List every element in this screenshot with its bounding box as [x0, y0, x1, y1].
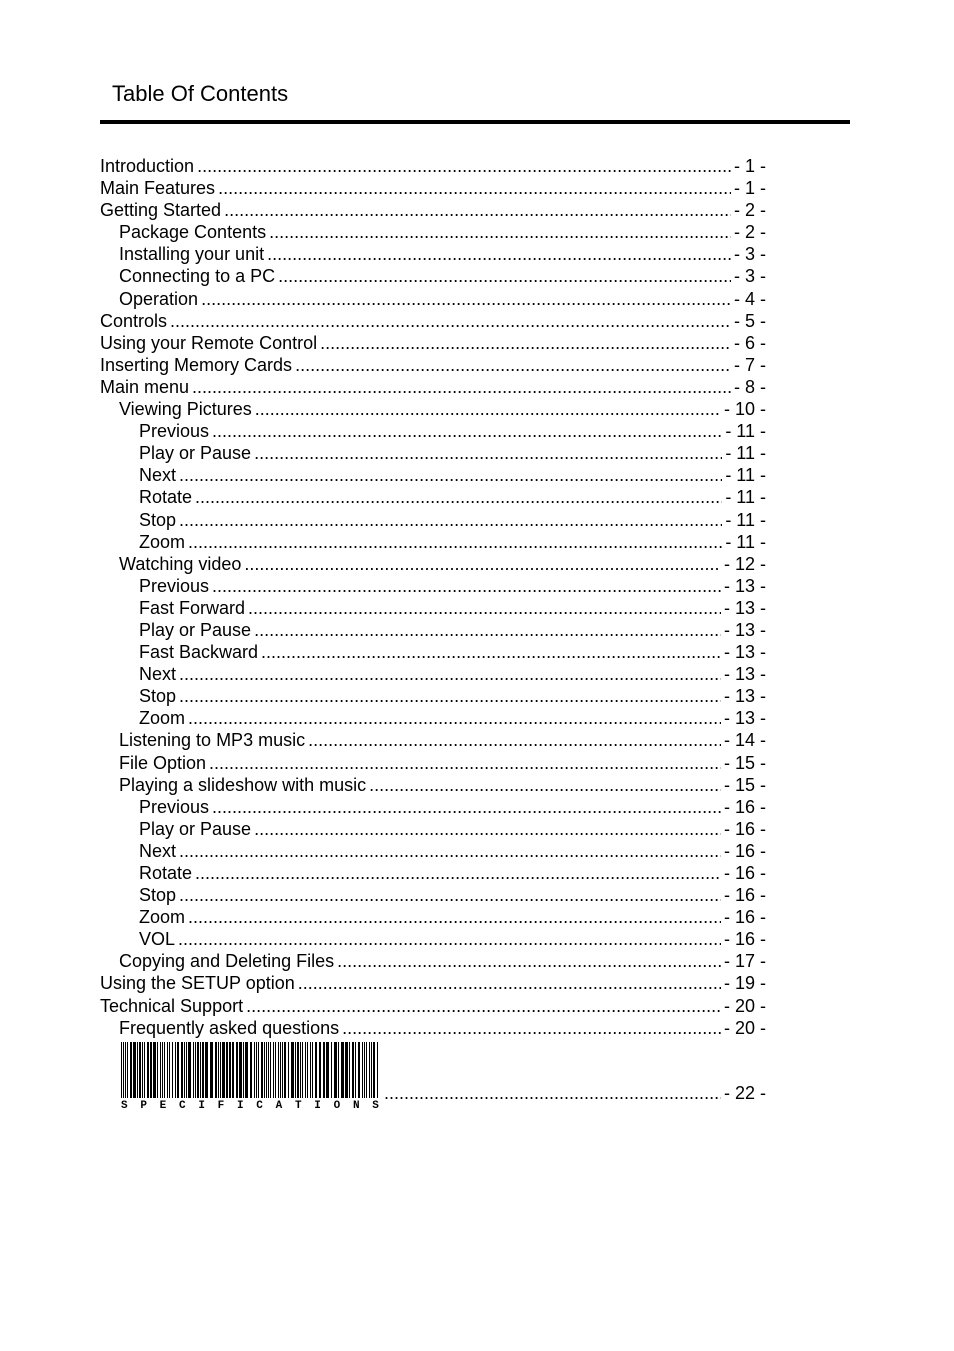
entry-title: VOL [139, 929, 176, 950]
barcode-bar [160, 1042, 161, 1098]
dot-leader [255, 398, 721, 420]
page-number: - 13 - [723, 686, 766, 707]
dot-leader [337, 950, 721, 972]
entry-title: Introduction [100, 156, 195, 176]
entry-title: Zoom [139, 907, 186, 928]
toc-entry[interactable] [100, 177, 766, 199]
toc-entry[interactable] [100, 752, 766, 774]
barcode-bar [369, 1042, 370, 1098]
page-number: - 16 - [723, 885, 766, 906]
barcode-bar [229, 1042, 231, 1098]
page-number: - 11 - [725, 443, 766, 464]
dot-leader [246, 995, 721, 1017]
page-number: - 16 - [723, 796, 766, 817]
barcode-bar [264, 1042, 265, 1098]
dot-leader [308, 729, 721, 751]
toc-entry[interactable] [100, 243, 766, 265]
page-number: - 1 - [733, 156, 766, 176]
barcode-bar [315, 1042, 317, 1098]
table-of-contents [100, 155, 766, 1039]
barcode-bar [153, 1042, 156, 1098]
entry-title: Fast Backward [139, 642, 259, 663]
dot-leader [369, 774, 721, 796]
dot-leader [254, 442, 722, 464]
barcode-bar [377, 1042, 378, 1098]
entry-title: Copying and Deleting Files [119, 951, 335, 972]
barcode-bar [222, 1042, 225, 1098]
dot-leader [179, 685, 721, 707]
barcode-letter: O [333, 1100, 341, 1112]
dot-leader [201, 288, 731, 310]
page-number: - 16 - [723, 907, 766, 928]
barcode-bar [125, 1042, 126, 1098]
barcode-bar [239, 1042, 242, 1098]
entry-title: Next [139, 664, 177, 685]
page-number: - 16 - [723, 863, 766, 883]
toc-entry[interactable] [100, 928, 766, 950]
page-number: - 17 - [723, 951, 766, 972]
dot-leader [278, 265, 731, 287]
barcode-bar [175, 1042, 176, 1098]
dot-leader [298, 972, 721, 994]
entry-title: Rotate [139, 863, 193, 883]
dot-leader [244, 553, 721, 575]
page-number: - 19 - [723, 973, 766, 994]
barcode-bar [373, 1042, 375, 1098]
toc-entry[interactable] [100, 199, 766, 221]
barcode-bar [236, 1042, 238, 1098]
dot-leader [179, 464, 722, 486]
entry-title: Zoom [139, 531, 186, 552]
entry-title: Main Features [100, 178, 216, 199]
page-number: - 3 - [733, 266, 766, 287]
barcode-bar [250, 1042, 252, 1098]
page-number: - 15 - [723, 752, 766, 773]
barcode-letter: E [159, 1100, 167, 1112]
barcode-bar [245, 1042, 248, 1098]
barcode-bar [319, 1042, 321, 1098]
dot-leader [178, 928, 721, 950]
toc-entry[interactable] [100, 685, 766, 707]
toc-entry-specifications[interactable] [119, 1042, 766, 1114]
page-number: - 11 - [725, 487, 766, 508]
entry-title: Zoom [139, 708, 186, 729]
barcode-bar [139, 1042, 141, 1098]
barcode-bar [312, 1042, 313, 1098]
barcode-bar [193, 1042, 194, 1098]
entry-title: Previous [139, 575, 210, 596]
barcode-bar [186, 1042, 187, 1098]
barcode-bar [275, 1042, 276, 1098]
toc-entry[interactable] [100, 663, 766, 685]
page-number: - 11 - [725, 509, 766, 530]
barcode-bar [169, 1042, 170, 1098]
barcode-bar [268, 1042, 269, 1098]
barcode-bar [167, 1042, 168, 1098]
dot-leader [188, 531, 722, 553]
barcode-bar [205, 1042, 208, 1098]
dot-leader [269, 221, 731, 243]
page-number: - 11 - [725, 531, 766, 552]
page-number: - 13 - [723, 642, 766, 663]
barcode-bar [210, 1042, 213, 1098]
entry-title: Controls [100, 310, 168, 331]
dot-leader [209, 752, 721, 774]
barcode-letter: F [217, 1100, 225, 1112]
dot-leader [179, 840, 721, 862]
barcode-bar [334, 1042, 337, 1098]
barcode-letter: P [140, 1100, 147, 1112]
barcode-bar [295, 1042, 296, 1098]
toc-entry[interactable] [100, 840, 766, 862]
entry-title: Play or Pause [139, 818, 252, 839]
entry-title: Getting Started [100, 200, 222, 221]
toc-entry[interactable] [100, 332, 766, 354]
dot-leader [197, 155, 731, 177]
toc-entry[interactable] [100, 707, 766, 729]
page-number: - 14 - [723, 730, 766, 751]
barcode-bar [184, 1042, 185, 1098]
page-title: Table Of Contents [112, 81, 289, 106]
entry-title: Previous [139, 421, 210, 442]
barcode-bar [288, 1042, 289, 1098]
barcode-bar [326, 1042, 329, 1098]
page-number: - 8 - [733, 376, 766, 397]
entry-title: File Option [119, 752, 207, 773]
toc-entry[interactable] [100, 619, 766, 641]
dot-leader [218, 177, 731, 199]
barcode-bar [284, 1042, 286, 1098]
entry-title: Using the SETUP option [100, 973, 295, 994]
page-number: - 13 - [723, 597, 766, 618]
dot-leader [267, 243, 731, 265]
dot-leader [212, 420, 722, 442]
entry-title: Frequently asked questions [119, 1017, 340, 1038]
barcode-bar [243, 1042, 244, 1098]
page-number: - 22 - [723, 1083, 766, 1103]
page-number: - 20 - [723, 995, 766, 1016]
page-number: - 15 - [723, 774, 766, 795]
page-number: - 16 - [723, 840, 766, 861]
barcode-letter: I [236, 1100, 244, 1112]
barcode-bar [341, 1042, 344, 1098]
barcode-bar [147, 1042, 149, 1098]
toc-entry[interactable] [100, 509, 766, 531]
toc-entry[interactable] [100, 597, 766, 619]
dot-leader [261, 641, 721, 663]
barcode-bar [300, 1042, 301, 1098]
page-number: - 2 - [733, 222, 766, 243]
toc-entry[interactable] [100, 310, 766, 332]
barcode-bar [310, 1042, 311, 1098]
page-number: - 20 - [723, 1017, 766, 1038]
barcode-bar [177, 1042, 179, 1098]
barcode-bar [358, 1042, 360, 1098]
toc-entry[interactable] [100, 641, 766, 663]
entry-title: Fast Forward [139, 597, 246, 618]
toc-entry[interactable] [100, 972, 766, 994]
toc-entry[interactable] [100, 420, 766, 442]
barcode-icon [119, 1042, 381, 1114]
page-number: - 16 - [723, 818, 766, 839]
barcode-bar [142, 1042, 143, 1098]
dot-leader [192, 376, 731, 398]
barcode-label [121, 1100, 379, 1112]
barcode-bar [338, 1042, 339, 1098]
page-number: - 7 - [733, 354, 766, 375]
entry-title: Play or Pause [139, 619, 252, 640]
barcode-letter: S [121, 1100, 128, 1112]
toc-entry[interactable] [100, 862, 766, 884]
barcode-letter: I [314, 1100, 321, 1112]
page-number: - 5 - [733, 310, 766, 331]
barcode-bar [266, 1042, 267, 1098]
page-number: - 2 - [733, 200, 766, 221]
barcode-bar [364, 1042, 365, 1098]
entry-title: Listening to MP3 music [119, 730, 306, 751]
toc-entry[interactable] [100, 265, 766, 287]
barcode-bar [261, 1042, 263, 1098]
barcode-bars [119, 1042, 381, 1098]
toc-entry[interactable] [100, 354, 766, 376]
page-number: - 4 - [733, 288, 766, 309]
barcode-bar [218, 1042, 219, 1098]
barcode-bar [123, 1042, 124, 1098]
toc-entry[interactable] [100, 906, 766, 928]
entry-title: Viewing Pictures [119, 399, 252, 420]
barcode-bar [278, 1042, 279, 1098]
barcode-bar [273, 1042, 274, 1098]
toc-entry[interactable] [100, 1017, 766, 1039]
page-number: - 11 - [725, 465, 766, 486]
barcode-bar [181, 1042, 183, 1098]
barcode-letter: C [178, 1100, 186, 1112]
entry-title: Stop [139, 686, 177, 707]
barcode-bar [349, 1042, 350, 1098]
barcode-bar [133, 1042, 136, 1098]
barcode-bar [291, 1042, 294, 1098]
toc-entry[interactable] [100, 796, 766, 818]
entry-title: Previous [139, 796, 210, 817]
dot-leader [179, 884, 721, 906]
toc-entry[interactable] [100, 729, 766, 751]
page-number: - 3 - [733, 244, 766, 265]
page-number: - 12 - [723, 553, 766, 574]
barcode-bar [270, 1042, 271, 1098]
toc-entry[interactable] [100, 376, 766, 398]
page-number: - 13 - [723, 708, 766, 729]
barcode-bar [164, 1042, 165, 1098]
barcode-letter: A [275, 1100, 283, 1112]
dot-leader [342, 1017, 721, 1039]
barcode-bar [297, 1042, 299, 1098]
entry-title: Watching video [119, 553, 242, 574]
toc-entry[interactable] [100, 288, 766, 310]
barcode-bar [366, 1042, 367, 1098]
toc-entry[interactable] [100, 531, 766, 553]
toc-entry[interactable] [100, 553, 766, 575]
barcode-letter: I [198, 1100, 205, 1112]
barcode-bar [220, 1042, 221, 1098]
page-number: - 11 - [725, 421, 766, 442]
dot-leader [212, 796, 721, 818]
barcode-bar [362, 1042, 363, 1098]
dot-leader [212, 575, 721, 597]
barcode-bar [172, 1042, 173, 1098]
barcode-letter: T [294, 1100, 302, 1112]
dot-leader [254, 619, 721, 641]
barcode-bar [162, 1042, 163, 1098]
entry-title: Main menu [100, 376, 190, 397]
barcode-bar [197, 1042, 199, 1098]
dot-leader [248, 597, 721, 619]
entry-title: Rotate [139, 487, 193, 508]
barcode-bar [195, 1042, 196, 1098]
barcode-letter: N [352, 1100, 360, 1112]
barcode-bar [305, 1042, 306, 1098]
toc-entry[interactable] [100, 884, 766, 906]
barcode-bar [188, 1042, 191, 1098]
barcode-bar [371, 1042, 372, 1098]
dot-leader [320, 332, 731, 354]
entry-title: Stop [139, 885, 177, 906]
toc-entry[interactable] [100, 442, 766, 464]
title-rule [100, 120, 850, 124]
page-number: - 16 - [723, 929, 766, 950]
barcode-bar [232, 1042, 234, 1098]
toc-entry[interactable] [100, 486, 766, 508]
entry-title: Next [139, 465, 177, 486]
dot-leader [295, 354, 731, 376]
entry-title: Technical Support [100, 995, 244, 1016]
barcode-bar [137, 1042, 138, 1098]
entry-title: Operation [119, 288, 199, 309]
barcode-bar [157, 1042, 158, 1098]
barcode-letter: S [372, 1100, 379, 1112]
dot-leader [254, 818, 721, 840]
dot-leader [179, 663, 721, 685]
toc-entry[interactable] [100, 950, 766, 972]
entry-title: Inserting Memory Cards [100, 354, 293, 375]
barcode-bar [200, 1042, 201, 1098]
toc-entry[interactable] [100, 818, 766, 840]
dot-leader [188, 906, 721, 928]
barcode-letter: C [256, 1100, 263, 1112]
dot-leader [384, 1082, 721, 1104]
dot-leader [170, 310, 731, 332]
barcode-bar [256, 1042, 257, 1098]
page-number: - 13 - [723, 619, 766, 640]
toc-entry[interactable] [100, 398, 766, 420]
entry-title: Using your Remote Control [100, 332, 318, 353]
barcode-bar [121, 1042, 122, 1098]
entry-title: Stop [139, 509, 177, 530]
entry-title: Playing a slideshow with music [119, 774, 367, 795]
barcode-bar [352, 1042, 354, 1098]
barcode-bar [323, 1042, 325, 1098]
toc-entry[interactable] [100, 155, 766, 177]
toc-entry[interactable] [100, 995, 766, 1017]
toc-entry[interactable] [100, 464, 766, 486]
dot-leader [179, 509, 722, 531]
barcode-bar [258, 1042, 259, 1098]
barcode-bar [254, 1042, 255, 1098]
page-number: - 10 - [723, 399, 766, 420]
barcode-bar [226, 1042, 228, 1098]
toc-entry[interactable] [100, 575, 766, 597]
page-number: - 13 - [723, 664, 766, 685]
barcode-bar [144, 1042, 145, 1098]
barcode-bar [331, 1042, 332, 1098]
entry-title: Next [139, 840, 177, 861]
barcode-bar [345, 1042, 348, 1098]
barcode-bar [127, 1042, 128, 1098]
barcode-bar [215, 1042, 217, 1098]
barcode-bar [307, 1042, 308, 1098]
entry-title: Package Contents [119, 222, 267, 243]
page-number: - 13 - [723, 575, 766, 596]
dot-leader [195, 486, 722, 508]
dot-leader [188, 707, 721, 729]
toc-entry[interactable] [100, 221, 766, 243]
entry-title: Play or Pause [139, 443, 252, 464]
barcode-bar [302, 1042, 303, 1098]
barcode-bar [355, 1042, 356, 1098]
page-number: - 1 - [733, 178, 766, 199]
dot-leader [195, 862, 721, 884]
entry-title: Connecting to a PC [119, 266, 276, 287]
barcode-bar [282, 1042, 283, 1098]
toc-entry[interactable] [100, 774, 766, 796]
dot-leader [224, 199, 731, 221]
entry-title: Installing your unit [119, 244, 265, 265]
barcode-bar [280, 1042, 281, 1098]
page-number: - 6 - [733, 332, 766, 353]
barcode-bar [150, 1042, 152, 1098]
barcode-bar [130, 1042, 132, 1098]
barcode-bar [202, 1042, 204, 1098]
